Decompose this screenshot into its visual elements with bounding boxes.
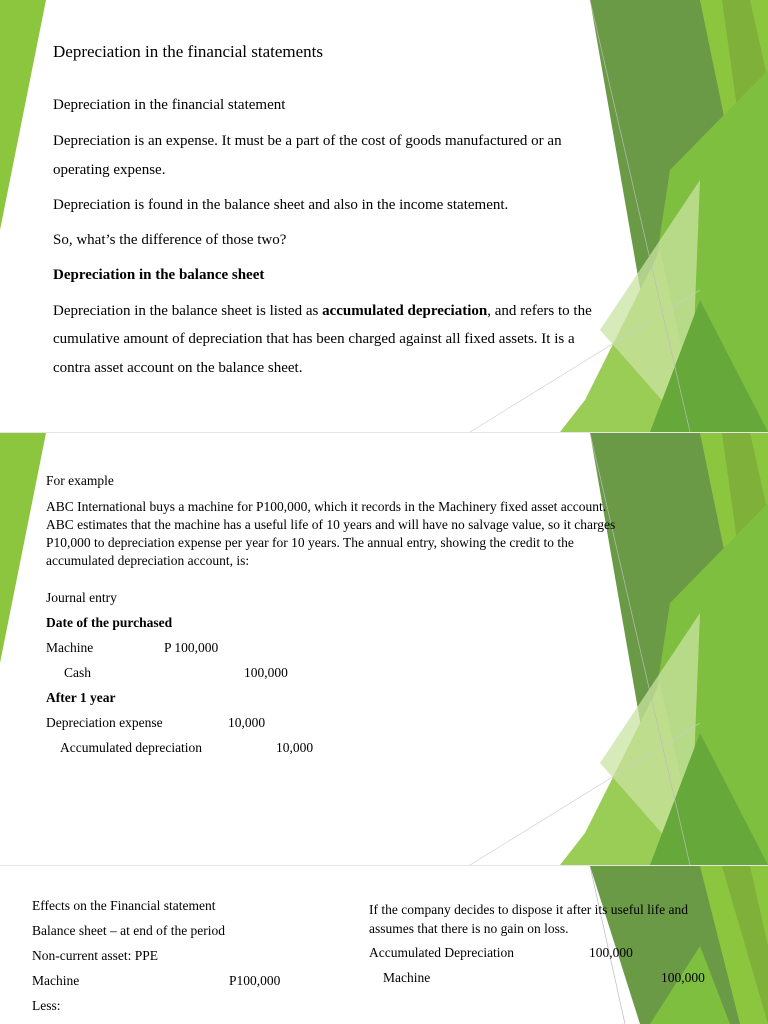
journal-credit-amount: 10,000 — [276, 740, 314, 755]
paragraph: So, what’s the difference of those two? — [53, 232, 287, 248]
slide-3 — [0, 866, 768, 1024]
text-run: Depreciation in the balance sheet is listed as — [53, 303, 323, 319]
example-line: P10,000 to depreciation expense per year for 10 years. The annual entry, showing the credit to the — [46, 535, 574, 550]
paragraph: operating expense. — [53, 162, 166, 178]
journal-credit-account: Cash — [64, 665, 91, 680]
journal-debit-amount: P 100,000 — [164, 640, 219, 655]
disposal-credit-account: Machine — [383, 970, 431, 985]
paragraph — [53, 303, 592, 320]
intro-text: For example — [46, 473, 114, 488]
example-line: accumulated depreciation account, is: — [46, 553, 250, 568]
slide-2 — [0, 433, 768, 865]
paragraph: Depreciation in the financial statement — [53, 97, 286, 113]
journal-debit-amount: 10,000 — [228, 715, 266, 730]
paragraph: Depreciation is found in the balance sheet and also in the income statement. — [53, 197, 509, 213]
slide-title: Depreciation in the financial statements — [53, 42, 324, 61]
text-run: , and refers to the — [487, 303, 592, 319]
journal-heading: Date of the purchased — [46, 615, 173, 630]
paragraph: cumulative amount of depreciation that has been charged against all fixed assets. It is a — [53, 331, 575, 347]
journal-debit-account: Depreciation expense — [46, 715, 163, 730]
paragraph: contra asset account on the balance sheet. — [53, 360, 303, 376]
journal-debit-account: Machine — [46, 640, 94, 655]
disposal-debit-account: Accumulated Depreciation — [369, 945, 515, 960]
paragraph: Depreciation is an expense. It must be a part of the cost of goods manufactured or an — [53, 133, 562, 149]
statement-account: Machine — [32, 973, 80, 988]
disposal-credit-amount: 100,000 — [661, 970, 705, 985]
journal-credit-amount: 100,000 — [244, 665, 288, 680]
statement-line: Non-current asset: PPE — [32, 948, 158, 963]
slide-2-green-decoration — [0, 433, 768, 865]
section-heading: Depreciation in the balance sheet — [53, 267, 265, 283]
bold-term: accumulated depreciation — [322, 303, 488, 319]
journal-label: Journal entry — [46, 590, 117, 605]
statement-amount: P100,000 — [229, 973, 281, 988]
statement-line: Balance sheet – at end of the period — [32, 923, 226, 938]
disposal-text: If the company decides to dispose it after its useful life and — [369, 902, 689, 917]
journal-credit-account: Accumulated depreciation — [60, 740, 203, 755]
disposal-text: assumes that there is no gain on loss. — [369, 921, 569, 936]
statement-line: Less: — [32, 998, 61, 1013]
disposal-debit-amount: 100,000 — [589, 945, 633, 960]
example-line: ABC International buys a machine for P100,000, which it records in the Machinery fixed asset account. — [46, 499, 607, 514]
effects-heading: Effects on the Financial statement — [32, 898, 216, 913]
journal-heading: After 1 year — [46, 690, 116, 705]
slide-1 — [0, 0, 768, 432]
example-line: ABC estimates that the machine has a useful life of 10 years and will have no salvage value, so it charges — [46, 517, 616, 532]
